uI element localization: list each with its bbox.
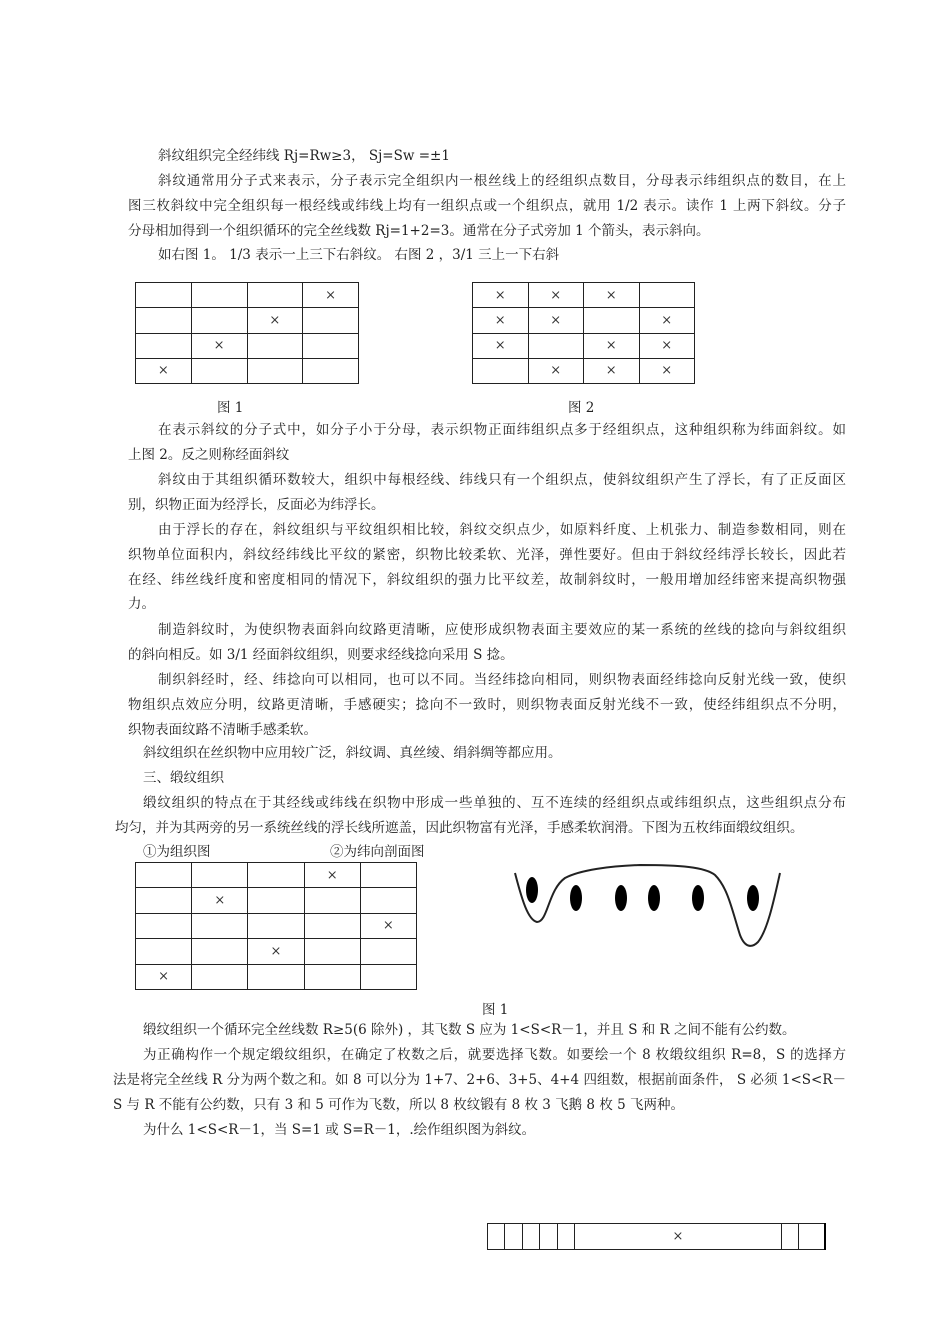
interlacing-mark-cell: × (473, 308, 529, 333)
paragraph-line: S 与 R 不能有公约数，只有 3 和 5 可作为飞数，所以 8 枚纹锻有 8 枚 3 飞鹅 8 枚 5 飞两种。 (113, 1096, 684, 1113)
interlacing-mark-cell: × (247, 308, 303, 333)
paragraph-line: 在经、纬丝线纤度和密度相同的情况下，斜纹组织的强力比平纹差，故制斜纹时，一般用增加经纬密来提高织物强 (128, 571, 846, 588)
satin-weave-grid (135, 862, 417, 990)
grid-cell (136, 333, 192, 358)
grid-row (136, 308, 359, 333)
grid-cell (136, 308, 192, 333)
paragraph-line: 上图 2。反之则称经面斜纹 (128, 446, 290, 463)
grid-cell (782, 1224, 799, 1250)
grid-cell (136, 939, 192, 964)
grid-cell (304, 888, 360, 913)
grid-cell (247, 358, 303, 383)
grid-row (136, 964, 417, 989)
paragraph-line: 法是将完全丝线 R 分为两个数之和。如 8 可以分为 1+7、2+6、3+5、4+4 四组数，根据前面条件， S 必须 1<S<R－ (113, 1071, 846, 1088)
interlacing-mark-cell: × (574, 1224, 781, 1250)
weft-yarn-section (692, 885, 704, 911)
interlacing-mark-cell: × (136, 964, 192, 989)
paragraph-line: 缎纹组织的特点在于其经线或纬线在织物中形成一些单独的、互不连续的经组织点或纬组织点，这些组织点分布 (143, 795, 846, 811)
paragraph-line: 斜纹由于其组织循环数较大，组织中每根经线、纬线只有一个组织点，使斜纹组织产生了浮长，有了正反面区 (158, 472, 846, 488)
figure-2-twill-3-1-grid (472, 282, 695, 384)
grid-row (473, 308, 695, 333)
paragraph-line: ②为纬向剖面图 (330, 844, 425, 860)
grid-row (136, 939, 417, 964)
grid-row (473, 358, 695, 383)
paragraph-line: 力。 (128, 596, 155, 613)
grid-cell (522, 1224, 539, 1250)
grid-cell (557, 1224, 574, 1250)
eight-end-satin-row (487, 1223, 826, 1250)
weft-yarn-section (570, 885, 582, 911)
grid-cell (303, 358, 359, 383)
paragraph-line: 由于浮长的存在，斜纹组织与平纹组织相比较，斜纹交织点少，如原料纤度、上机张力、制造参数相同，则在 (158, 522, 846, 538)
grid-cell (192, 939, 248, 964)
grid-cell (304, 913, 360, 938)
paragraph-line: 为什么 1<S<R－1，当 S=1 或 S=R－1，.绘作组织图为斜纹。 (143, 1122, 536, 1138)
weft-cross-section-diagram (470, 850, 810, 970)
paragraph-line: 制织斜经时，经、纬捻向可以相同，也可以不同。当经纬捻向相同，则织物表面经纬捻向反射光线一致，使织 (158, 672, 846, 688)
paragraph-line: 斜纹通常用分子式来表示，分子表示完全组织内一根丝线上的经组织点数目，分母表示纬组织点的数目，在上 (158, 173, 846, 189)
paragraph-line: 均匀，并为其两旁的另一系统丝线的浮长线所遮盖，因此织物富有光泽，手感柔软润滑。下图为五枚纬面缎纹组织。 (115, 819, 804, 836)
grid-cell (360, 863, 416, 888)
grid-cell (191, 358, 247, 383)
weft-yarn-section (747, 885, 759, 911)
warp-yarn-curve (515, 865, 780, 946)
grid-cell (136, 863, 192, 888)
grid-row (136, 863, 417, 888)
grid-cell (799, 1224, 825, 1250)
grid-cell (247, 283, 303, 308)
paragraph-line: 斜纹组织完全经纬线 Rj=Rw≥3， Sj=Sw =±1 (158, 148, 450, 164)
grid-cell (528, 333, 584, 358)
grid-cell (303, 333, 359, 358)
interlacing-mark-cell: × (639, 333, 695, 358)
paragraph-line: 斜纹组织在丝织物中应用较广泛，斜纹调、真丝绫、绢斜绸等都应用。 (143, 745, 562, 761)
grid-cell (584, 308, 640, 333)
grid-cell (360, 939, 416, 964)
paragraph-line: 织物表面纹路不清晰手感柔软。 (128, 721, 317, 738)
interlacing-mark-cell: × (473, 333, 529, 358)
grid-cell (505, 1224, 522, 1250)
interlacing-mark-cell: × (303, 283, 359, 308)
grid-cell (360, 888, 416, 913)
paragraph-line: 三、缎纹组织 (143, 770, 224, 786)
grid-cell (639, 283, 695, 308)
grid-cell (248, 964, 304, 989)
grid-row (488, 1224, 826, 1250)
section-figure-caption: 图 1 (482, 1002, 509, 1018)
paragraph-line: 如右图 1。 1/3 表示一上三下右斜纹。 右图 2 ，3/1 三上一下右斜 (158, 247, 560, 263)
paragraph-line: 缎纹组织一个循环完全丝线数 R≥5(6 除外) ，其飞数 S 应为 1<S<R－1，并且 S 和 R 之间不能有公约数。 (143, 1022, 796, 1038)
grid-cell (247, 333, 303, 358)
grid-cell (303, 308, 359, 333)
figure-2-caption: 图 2 (568, 400, 595, 416)
paragraph-line: 别，织物正面为经浮长，反面必为纬浮长。 (128, 496, 385, 513)
grid-cell (473, 358, 529, 383)
grid-cell (248, 888, 304, 913)
grid-row (473, 333, 695, 358)
interlacing-mark-cell: × (473, 283, 529, 308)
paragraph-line: 物组织点效应分明，纹路更清晰，手感硬实；捻向不一致时，则织物表面反射光线不一致，使经纬组织点不分明， (128, 696, 846, 713)
interlacing-mark-cell: × (528, 308, 584, 333)
paragraph-line: 为正确构作一个规定缎纹组织，在确定了枚数之后，就要选择飞数。如要绘一个 8 枚缎纹组织 R=8，S 的选择方 (143, 1047, 846, 1063)
grid-cell (136, 913, 192, 938)
grid-cell (540, 1224, 557, 1250)
paragraph-line: 制造斜纹时，为使织物表面斜向纹路更清晰，应使形成织物表面主要效应的某一系统的丝线的捻向与斜纹组织 (158, 622, 846, 638)
interlacing-mark-cell: × (584, 283, 640, 308)
paragraph-line: 的斜向相反。如 3/1 经面斜纹组织，则要求经线捻向采用 S 捻。 (128, 646, 514, 663)
figure-1-twill-1-3-grid (135, 282, 359, 384)
grid-row (136, 333, 359, 358)
grid-row (136, 888, 417, 913)
grid-cell (192, 863, 248, 888)
paragraph-line: 在表示斜纹的分子式中，如分子小于分母，表示织物正面纬组织点多于经组织点，这种组织称为纬面斜纹。如 (158, 422, 846, 438)
grid-cell (360, 964, 416, 989)
grid-cell (192, 913, 248, 938)
grid-row (136, 358, 359, 383)
grid-cell (304, 964, 360, 989)
grid-cell (304, 939, 360, 964)
paragraph-line: 图三枚斜纹中完全组织每一根经线或纬线上均有一组织点或一个组织点，就用 1/2 表示。读作 1 上两下斜纹。分子 (128, 197, 846, 214)
grid-cell (191, 308, 247, 333)
interlacing-mark-cell: × (304, 863, 360, 888)
interlacing-mark-cell: × (136, 358, 192, 383)
paragraph-line: 织物单位面积内，斜纹经纬线比平纹的紧密，织物比较柔软、光泽，弹性要好。但由于斜纹经纬浮长较长，因此若 (128, 546, 846, 563)
interlacing-mark-cell: × (191, 333, 247, 358)
paragraph-line: 分母相加得到一个组织循环的完全丝线数 Rj=1+2=3。通常在分子式旁加 1 个箭头，表示斜向。 (128, 222, 710, 239)
grid-cell (488, 1224, 505, 1250)
interlacing-mark-cell: × (584, 358, 640, 383)
grid-row (136, 913, 417, 938)
grid-cell (248, 863, 304, 888)
grid-cell (192, 964, 248, 989)
interlacing-mark-cell: × (639, 308, 695, 333)
grid-cell (191, 283, 247, 308)
interlacing-mark-cell: × (639, 358, 695, 383)
grid-cell (136, 283, 192, 308)
figure-1-caption: 图 1 (217, 400, 244, 416)
grid-row (473, 283, 695, 308)
weft-yarn-section (648, 885, 660, 911)
interlacing-mark-cell: × (528, 283, 584, 308)
weft-yarn-section (615, 885, 627, 911)
grid-cell (248, 913, 304, 938)
interlacing-mark-cell: × (528, 358, 584, 383)
interlacing-mark-cell: × (584, 333, 640, 358)
interlacing-mark-cell: × (192, 888, 248, 913)
grid-row (136, 283, 359, 308)
grid-cell (136, 888, 192, 913)
paragraph-line: ①为组织图 (143, 844, 211, 860)
weft-yarn-section (526, 877, 538, 903)
interlacing-mark-cell: × (248, 939, 304, 964)
interlacing-mark-cell: × (360, 913, 416, 938)
